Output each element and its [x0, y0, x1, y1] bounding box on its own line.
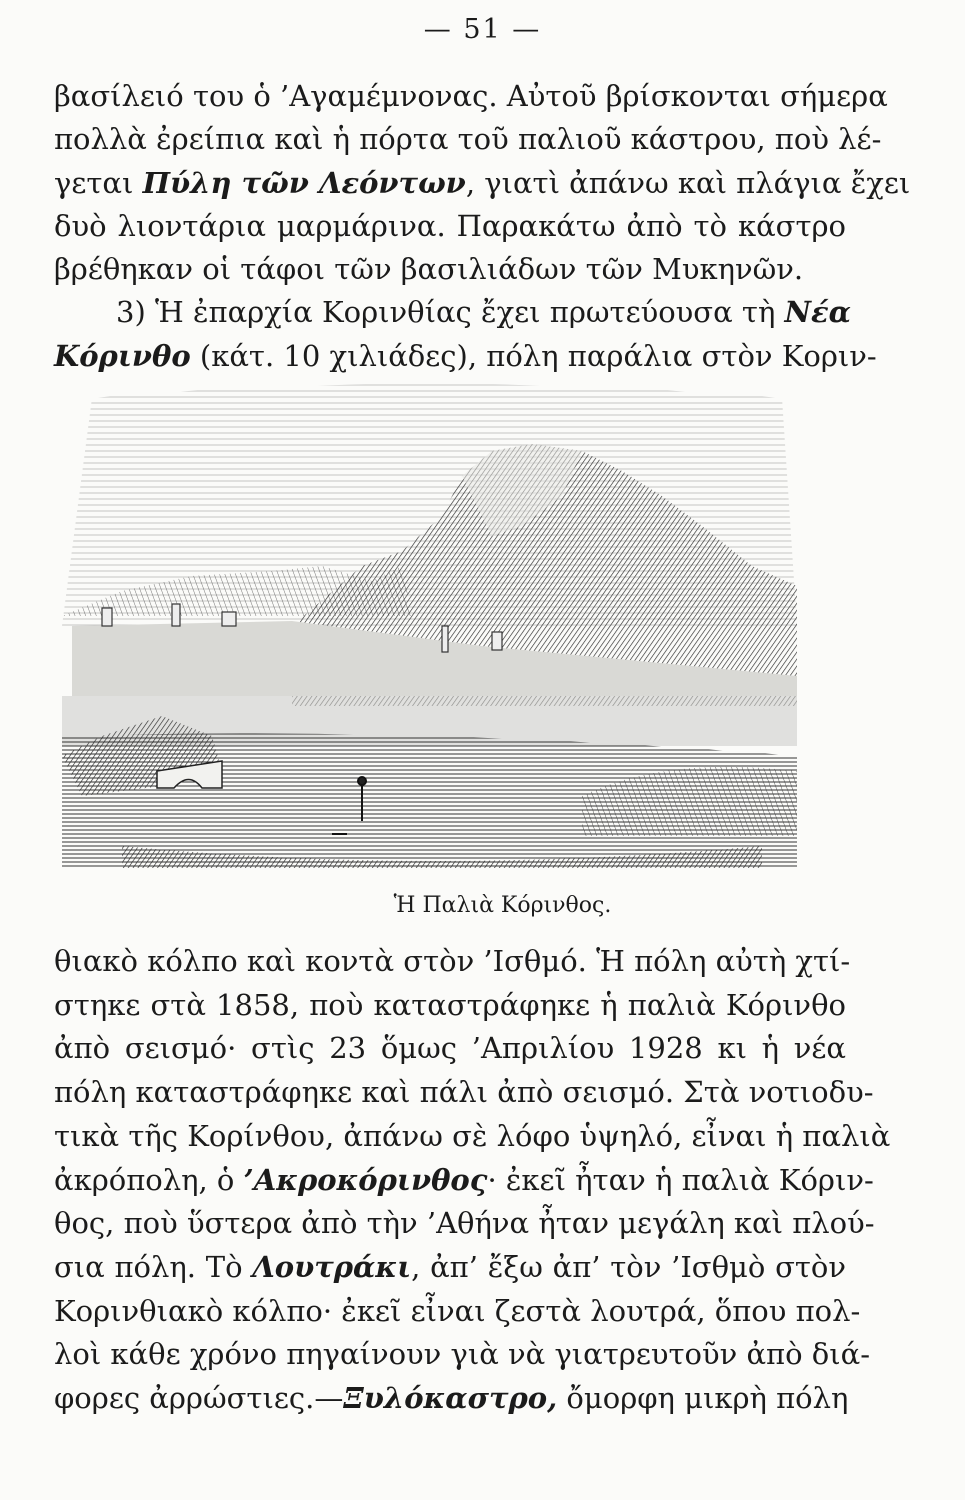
engraving-figure — [62, 376, 797, 868]
text-line — [54, 1159, 874, 1203]
text-run: φορες ἀρρώστιες.— — [54, 1381, 344, 1416]
text-run: σια πόλη. Τὸ — [54, 1249, 253, 1284]
engraving-illustration — [62, 376, 797, 868]
text-run: ἀκρόπολη, ὁ — [54, 1162, 244, 1197]
emphasis-loutraki: Λουτράκι — [252, 1249, 412, 1284]
text-line — [54, 335, 877, 378]
text-line: θος, ποὺ ὕστερα ἀπὸ τὴν ’Αθήνα ἦταν μεγάλη καὶ πλού- — [54, 1206, 875, 1241]
figure-caption: Ἡ Παλιὰ Κόρινθος. — [393, 893, 612, 918]
text-line: Κορινθιακὸ κόλπο· ἐκεῖ εἶναι ζεστὰ λουτρά, ὅπου πολ- — [54, 1293, 861, 1328]
text-run: 3) Ἡ ἐπαρχία Κορινθίας ἔχει πρωτεύουσα τὴ — [116, 295, 785, 330]
top-paragraph — [54, 75, 911, 378]
text-line — [54, 1246, 846, 1290]
bottom-paragraph — [54, 940, 891, 1421]
emphasis-korintho: Κόρινθο — [54, 338, 191, 373]
text-line — [54, 1377, 849, 1421]
text-line — [54, 291, 852, 334]
text-line: πόλη καταστράφηκε καὶ πάλι ἀπὸ σεισμό. Στὰ νοτιοδυ- — [54, 1075, 874, 1110]
text-line: λοὶ κάθε χρόνο πηγαίνουν γιὰ νὰ γιατρευτοῦν ἀπὸ διά- — [54, 1337, 870, 1372]
text-line: στηκε στὰ 1858, ποὺ καταστράφηκε ἡ παλιὰ Κόρινθο — [54, 987, 846, 1022]
text-line: θιακὸ κόλπο καὶ κοντὰ στὸν ’Ισθμό. Ἡ πόλη αὐτὴ χτί- — [54, 944, 851, 978]
emphasis-xylokastro: Ξυλόκαστρο, — [343, 1381, 558, 1416]
text-line: βασίλειό του ὁ ’Αγαμέμνονας. Αὐτοῦ βρίσκονται σήμερα — [54, 79, 888, 113]
text-line: δυὸ λιοντάρια μαρμάρινα. Παρακάτω ἀπὸ τὸ κάστρο — [54, 208, 846, 243]
text-line: βρέθηκαν οἱ τάφοι τῶν βασιλιάδων τῶν Μυκηνῶν. — [54, 252, 804, 287]
text-line: πολλὰ ἐρείπια καὶ ἡ πόρτα τοῦ παλιοῦ κάστρου, ποὺ λέ- — [54, 122, 882, 157]
text-run: , γιατὶ ἀπάνω καὶ πλάγια ἔχει — [465, 165, 911, 200]
text-run: γεται — [54, 165, 143, 200]
text-line — [54, 162, 911, 205]
text-run: , ἀπ’ ἔξω ἀπ’ τὸν ’Ισθμὸ στὸν — [411, 1249, 847, 1284]
emphasis-pyli-ton-leonton: Πύλη τῶν Λεόντων — [142, 165, 466, 200]
emphasis-akrokorinthos: ’Ακροκόρινθος — [243, 1162, 488, 1197]
page-number: — 51 — — [423, 14, 542, 45]
text-line: τικὰ τῆς Κορίνθου, ἀπάνω σὲ λόφο ὑψηλό, εἶναι ἡ παλιὰ — [54, 1118, 891, 1153]
text-run: · ἐκεῖ ἦταν ἡ παλιὰ Κόριν- — [487, 1162, 874, 1197]
emphasis-nea: Νέα — [784, 295, 852, 330]
text-line: ἀπὸ σεισμό· στὶς 23 ὅμως ’Απριλίου 1928 κι ἡ νέα — [54, 1031, 846, 1066]
text-run: (κάτ. 10 χιλιάδες), πόλη παράλια στὸν Κοριν- — [190, 338, 877, 373]
text-run: ὄμορφη μικρὴ πόλη — [557, 1381, 849, 1416]
